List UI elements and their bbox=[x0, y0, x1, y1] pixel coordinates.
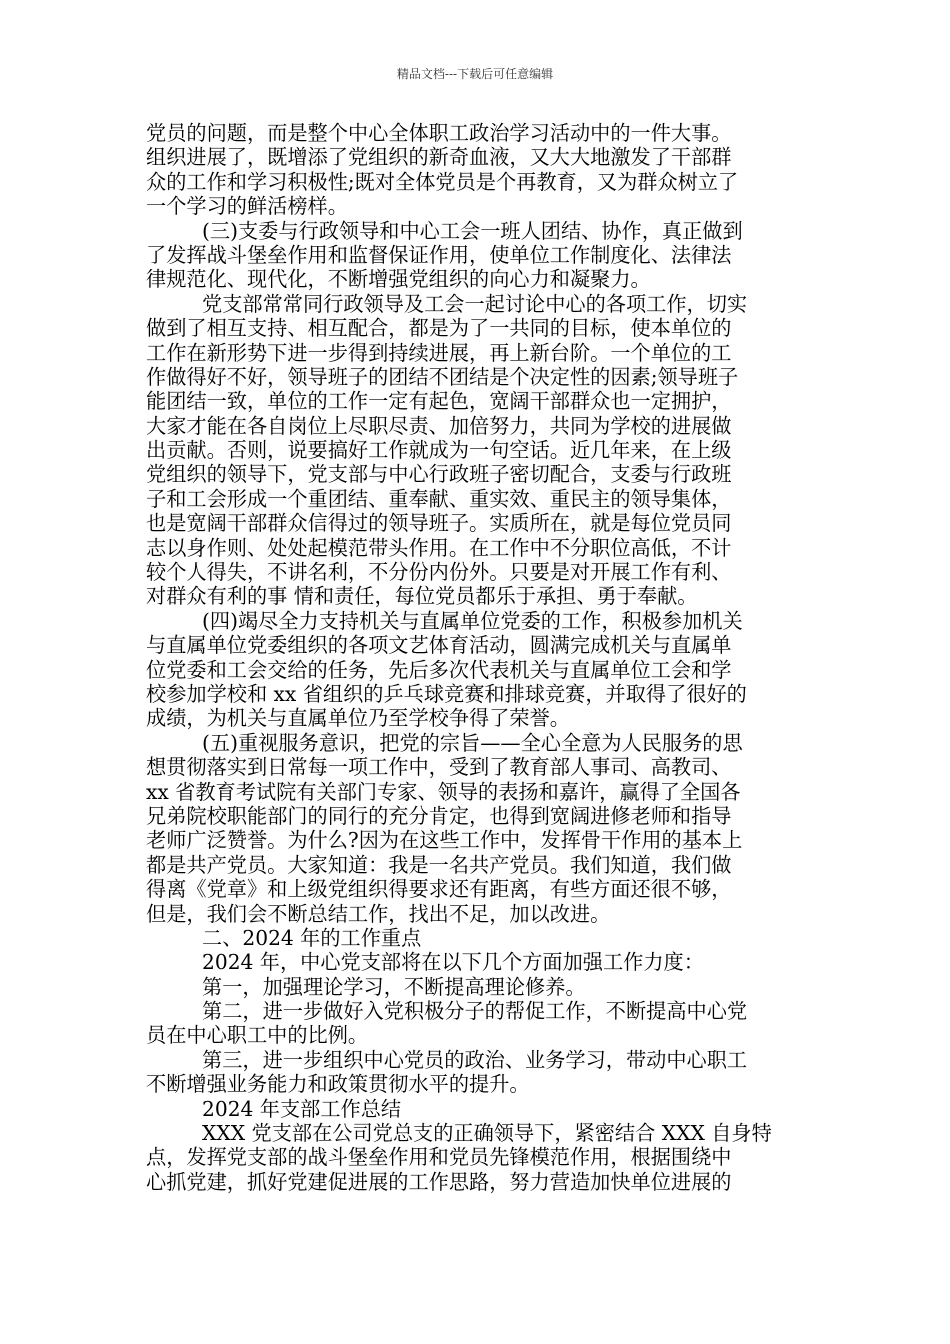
text-line: (五)重视服务意识，把党的宗旨——全心全意为人民服务的思 bbox=[202, 730, 743, 755]
text-line: 第二，进一步做好入党积极分子的帮促工作，不断提高中心党 bbox=[202, 999, 748, 1024]
text-line: 不断增强业务能力和政策贯彻水平的提升。 bbox=[146, 1072, 530, 1097]
text-line: 党组织的领导下，党支部与中心行政班子密切配合，支委与行政班 bbox=[146, 462, 732, 487]
text-line: 组织进展了，既增添了党组织的新奇血液，又大大地激发了干部群 bbox=[146, 145, 732, 170]
text-line: 对群众有利的事 情和责任，每位党员都乐于承担、勇于奉献。 bbox=[146, 584, 698, 609]
text-line: 得离《党章》和上级党组织得要求还有距离，有些方面还很不够， bbox=[146, 877, 732, 902]
text-line: 成绩，为机关与直属单位乃至学校争得了荣誉。 bbox=[146, 706, 570, 731]
text-line: XXX 党支部在公司党总支的正确领导下，紧密结合 XXX 自身特 bbox=[202, 1121, 772, 1146]
text-line: 一个学习的鲜活榜样。 bbox=[146, 194, 348, 219]
text-line: 志以身作则、处处起模范带头作用。在工作中不分职位高低，不计 bbox=[146, 535, 732, 560]
text-line: 都是共产党员。大家知道：我是一名共产党员。我们知道，我们做 bbox=[146, 852, 732, 877]
text-line: (四)竭尽全力支持机关与直属单位党委的工作，积极参加机关 bbox=[202, 608, 743, 633]
text-line: 子和工会形成一个重团结、重奉献、重实效、重民主的领导集体， bbox=[146, 486, 732, 511]
text-line: 党支部常常同行政领导及工会一起讨论中心的各项工作，切实 bbox=[202, 291, 748, 316]
text-line: 大家才能在各自岗位上尽职尽责、加倍努力，共同为学校的进展做 bbox=[146, 413, 732, 438]
text-line: 做到了相互支持、相互配合，都是为了一共同的目标，使本单位的 bbox=[146, 316, 732, 341]
page-header: 精品文档---下载后可任意编辑 bbox=[396, 67, 554, 81]
text-line: 较个人得失，不讲名利，不分份内份外。只要是对开展工作有利、 bbox=[146, 560, 732, 585]
text-line: 工作在新形势下进一步得到持续进展，再上新台阶。一个单位的工 bbox=[146, 340, 732, 365]
text-line: 第三，进一步组织中心党员的政治、业务学习，带动中心职工 bbox=[202, 1047, 748, 1072]
text-line: 与直属单位党委组织的各项文艺体育活动，圆满完成机关与直属单 bbox=[146, 633, 732, 658]
text-line: 了发挥战斗堡垒作用和监督保证作用，使单位工作制度化、法律法 bbox=[146, 242, 732, 267]
text-line: 想贯彻落实到日常每一项工作中，受到了教育部人事司、高教司、 bbox=[146, 755, 732, 780]
text-line: 点，发挥党支部的战斗堡垒作用和党员先锋模范作用，根据围绕中 bbox=[146, 1145, 732, 1170]
text-line: 兄弟院校职能部门的同行的充分肯定，也得到宽阔进修老师和指导 bbox=[146, 803, 732, 828]
text-line: 心抓党建，抓好党建促进展的工作思路，努力营造加快单位进展的 bbox=[146, 1169, 732, 1194]
text-line: 位党委和工会交给的任务，先后多次代表机关与直属单位工会和学 bbox=[146, 657, 732, 682]
document-body bbox=[146, 121, 810, 1194]
text-line: 二、2024 年的工作重点 bbox=[202, 925, 422, 950]
text-line: 也是宽阔干部群众信得过的领导班子。实质所在，就是每位党员同 bbox=[146, 511, 732, 536]
text-line: 出贡献。否则，说要搞好工作就成为一句空话。近几年来，在上级 bbox=[146, 438, 732, 463]
text-line: 校参加学校和 xx 省组织的乒乓球竞赛和排球竞赛，并取得了很好的 bbox=[146, 681, 747, 706]
text-line: 第一，加强理论学习，不断提高理论修养。 bbox=[202, 974, 586, 999]
text-line: 老师广泛赞誉。为什么?因为在这些工作中，发挥骨干作用的基本上 bbox=[146, 828, 743, 853]
text-line: 能团结一致，单位的工作一定有起色，宽阔干部群众也一定拥护， bbox=[146, 389, 732, 414]
text-line: 2024 年，中心党支部将在以下几个方面加强工作力度： bbox=[202, 950, 704, 975]
text-line: 律规范化、现代化，不断增强党组织的向心力和凝聚力。 bbox=[146, 267, 651, 292]
text-line: (三)支委与行政领导和中心工会一班人团结、协作，真正做到 bbox=[202, 218, 743, 243]
text-line: xx 省教育考试院有关部门专家、领导的表扬和嘉许，赢得了全国各 bbox=[146, 779, 741, 804]
text-line: 党员的问题，而是整个中心全体职工政治学习活动中的一件大事。 bbox=[146, 121, 732, 145]
text-line: 员在中心职工中的比例。 bbox=[146, 1023, 369, 1048]
text-line: 众的工作和学习积极性;既对全体党员是个再教育，又为群众树立了 bbox=[146, 169, 739, 194]
text-line: 作做得好不好，领导班子的团结不团结是个决定性的因素;领导班子 bbox=[146, 364, 739, 389]
text-line: 2024 年支部工作总结 bbox=[202, 1096, 402, 1121]
text-line: 但是，我们会不断总结工作，找出不足，加以改进。 bbox=[146, 901, 611, 926]
